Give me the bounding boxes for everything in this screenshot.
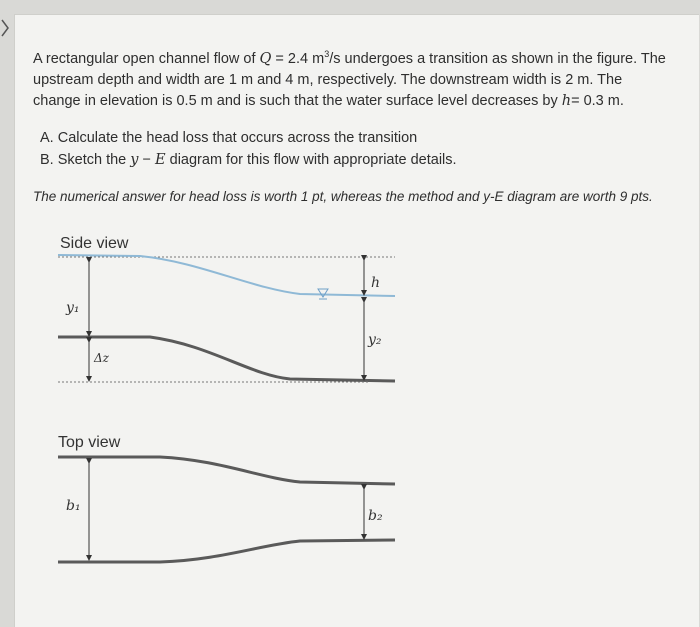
y1-label: y₁ <box>66 300 80 316</box>
problem-statement: A rectangular open channel flow of Q = 2.4 $m^3/s$ undergoes a transition as shown in the figure. The upstream depth and width are 1 m and 4 m, respectively. The downstream width is 2 m. The change in elevation is 0.5 m and is such that the water surface level decreases by h= 0.3 m. <box>33 49 666 109</box>
top-wall-upper <box>58 457 395 484</box>
part-b: B. Sketch the y − E diagram for this flow with appropriate details. <box>40 152 457 168</box>
part-a: A. Calculate the head loss that occurs across the transition <box>40 130 418 146</box>
grading-note: The numerical answer for head loss is worth 1 pt, whereas the method and y-E diagram are worth 9 pts. <box>33 189 653 204</box>
dz-label: Δz <box>94 351 109 365</box>
y2-label: y₂ <box>368 332 382 348</box>
water-surface <box>58 255 395 296</box>
top-view-label: Top view <box>58 434 121 451</box>
top-wall-lower <box>58 540 395 562</box>
side-view-label: Side view <box>60 235 129 252</box>
b2-label: b₂ <box>368 508 383 524</box>
h-label: h <box>371 275 381 291</box>
b1-label: b₁ <box>66 498 81 514</box>
